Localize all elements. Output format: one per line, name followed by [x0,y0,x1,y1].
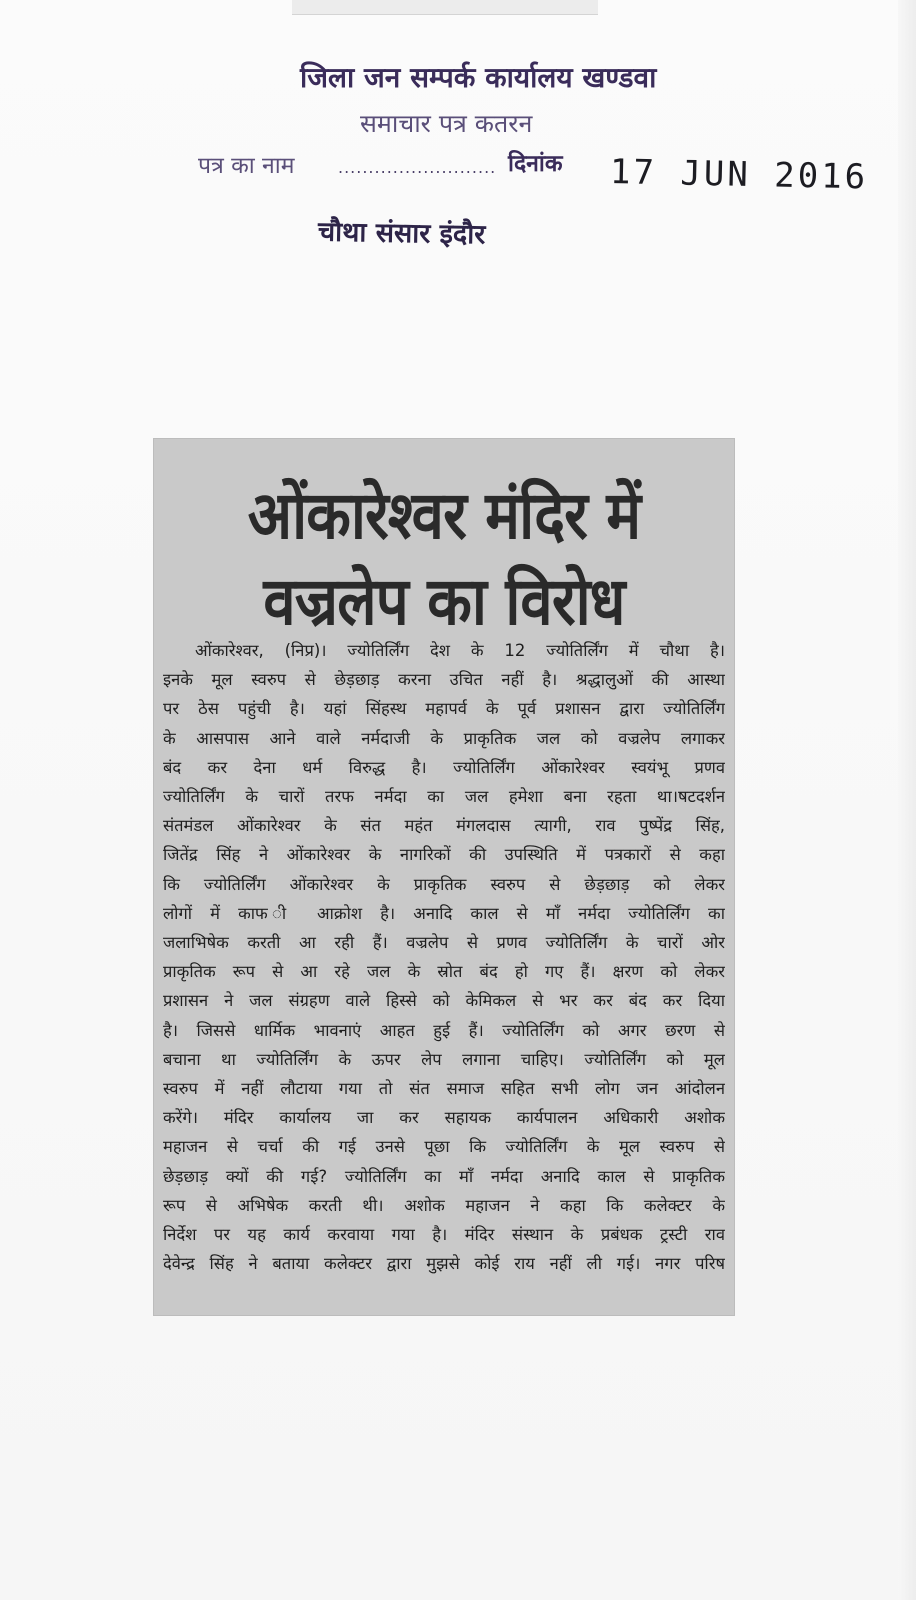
article-line: महाजन से चर्चा की गई उनसे पूछा कि ज्योतिर्लिंग के मूल स्वरुप से [163,1137,725,1157]
headline-line-2: वज्रलेप का विरोध [263,563,625,640]
article-line: प्राकृतिक रूप से आ रहे जल के स्रोत बंद हो गए हैं। क्षरण को लेकर [163,962,725,982]
article-line: छेड़छाड़ क्यों की गई? ज्योतिर्लिंग का माँ नर्मदा अनादि काल से प्राकृतिक [163,1166,725,1186]
paper-name-label: पत्र का नाम [198,153,295,179]
office-stamp-title: जिला जन सम्पर्क कार्यालय खण्डवा [300,61,657,94]
headline-line-1: ओंकारेश्वर मंदिर में [247,477,641,554]
article-body [163,636,725,1278]
scan-edge-top [292,0,598,15]
article-line: बचाना था ज्योतिर्लिंग के ऊपर लेप लगाना चाहिए। ज्योतिर्लिंग को मूल [163,1049,725,1069]
article-line: देवेन्द्र सिंह ने बताया कलेक्टर द्वारा मुझसे कोई राय नहीं ली गई। नगर परिष [163,1254,725,1274]
article-line: ज्योतिर्लिंग के चारों तरफ नर्मदा का जल हमेशा बना रहता था।षटदर्शन [163,787,725,807]
article-line: पर ठेस पहुंची है। यहां सिंहस्थ महापर्व के पूर्व प्रशासन द्वारा ज्योतिर्लिंग [163,699,725,719]
article-line: बंद कर देना धर्म विरुद्ध है। ज्योतिर्लिंग ओंकारेश्वर स्वयंभू प्रणव [163,757,725,777]
article-line: लोगों में काफ ी आक्रोश है। अनादि काल से माँ नर्मदा ज्योतिर्लिंग का [163,903,725,923]
article-line: ओंकारेश्वर, (निप्र)। ज्योतिर्लिंग देश के 12 ज्योतिर्लिंग में चौथा है। [195,641,725,660]
date-label: दिनांक [508,151,563,177]
date-stamp: 17 JUN 2016 [609,152,869,198]
article-line: रूप से अभिषेक करती थी। अशोक महाजन ने कहा कि कलेक्टर के [163,1195,725,1215]
newspaper-name-stamp: चौथा संसार इंदौर [317,216,486,251]
article-line: स्वरुप में नहीं लौटाया गया तो संत समाज सहित सभी लोग जन आंदोलन [163,1079,725,1099]
article-line: के आसपास आने वाले नर्मदाजी के प्राकृतिक जल को वज्रलेप लगाकर [163,728,725,748]
paper-name-blank: .......................... [338,158,497,177]
article-line: है। जिससे धार्मिक भावनाएं आहत हुई हैं। ज्योतिर्लिंग को अगर छरण से [163,1020,725,1040]
article-line: जलाभिषेक करती आ रही हैं। वज्रलेप से प्रणव ज्योतिर्लिंग के चारों ओर [163,933,725,953]
clipping-stamp-label: समाचार पत्र कतरन [360,109,533,138]
article-line: निर्देश पर यह कार्य करवाया गया है। मंदिर संस्थान के प्रबंधक ट्रस्टी राव [163,1225,725,1245]
article-line: कि ज्योतिर्लिंग ओंकारेश्वर के प्राकृतिक स्वरुप से छेड़छाड़ को लेकर [163,874,725,894]
article-line: प्रशासन ने जल संग्रहण वाले हिस्से को केमिकल से भर कर बंद कर दिया [163,991,725,1011]
article-line: संतमंडल ओंकारेश्वर के संत महंत मंगलदास त्यागी, राव पुष्पेंद्र सिंह, [163,816,725,836]
article-line: करेंगे। मंदिर कार्यालय जा कर सहायक कार्यपालन अधिकारी अशोक [163,1108,725,1128]
article-line: जितेंद्र सिंह ने ओंकारेश्वर के नागरिकों की उपस्थिति में पत्रकारों से कहा [163,845,725,865]
article-line: इनके मूल स्वरुप से छेड़छाड़ करना उचित नहीं है। श्रद्धालुओं की आस्था [163,670,725,690]
stamp-details-row [198,140,869,210]
newspaper-clipping [153,438,735,1316]
scan-edge-right [898,0,916,1600]
